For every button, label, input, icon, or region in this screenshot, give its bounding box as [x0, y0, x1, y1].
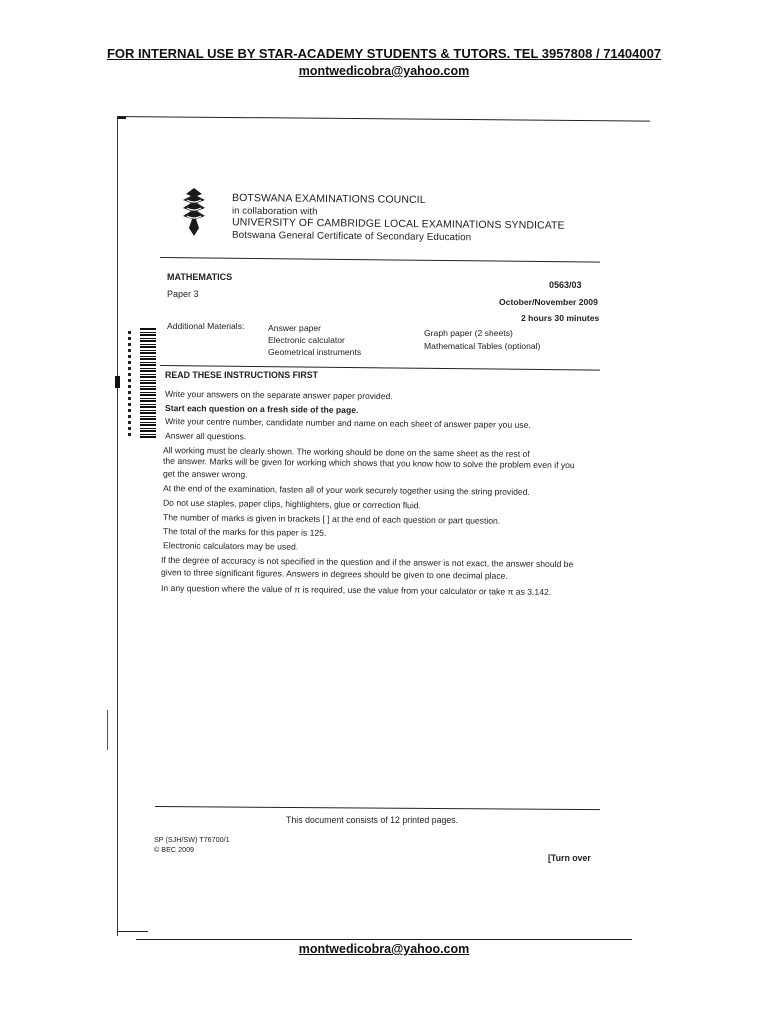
internal-use-header: FOR INTERNAL USE BY STAR-ACADEMY STUDENTS & TUTORS. TEL 3957808 / 71404007 — [106, 46, 662, 61]
paper-number: Paper 3 — [167, 289, 199, 299]
header-rule — [160, 257, 600, 263]
certificate-name: Botswana General Certificate of Secondary Education — [231, 229, 472, 244]
instruction-line: Do not use staples, paper clips, highlighters, glue or correction fluid. — [162, 497, 421, 511]
exam-session: October/November 2009 — [499, 297, 598, 307]
page-count-note: This document consists of 12 printed pages. — [286, 815, 459, 825]
scan-top-border — [118, 116, 650, 122]
scan-bottom-mark — [118, 931, 148, 932]
material-item: Answer paper — [268, 323, 322, 333]
paper-code: 0563/03 — [549, 280, 582, 290]
botswana-council-crest-icon — [175, 186, 213, 238]
material-item: Mathematical Tables (optional) — [424, 341, 541, 351]
footer-rule — [155, 806, 600, 810]
collab-line: in collaboration with — [231, 205, 318, 218]
instruction-line: The total of the marks for this paper is 125. — [162, 526, 327, 538]
copyright-notice: © BEC 2009 — [154, 845, 195, 854]
material-item: Geometrical instruments — [268, 347, 362, 357]
instruction-line: given to three significant figures. Answers in degrees should be given to one decimal place. — [160, 567, 508, 581]
subject-title: MATHEMATICS — [167, 272, 233, 282]
bottom-rule — [136, 939, 632, 940]
instruction-line: Write your answers on the separate answer paper provided. — [164, 388, 393, 402]
council-name: BOTSWANA EXAMINATIONS COUNCIL — [231, 191, 426, 207]
barcode-number — [128, 330, 131, 436]
exam-duration: 2 hours 30 minutes — [521, 313, 600, 323]
instruction-line: Answer all questions. — [164, 430, 247, 442]
document-reference: SP (SJH/SW) T76700/1 — [154, 835, 230, 844]
corner-mark — [118, 117, 126, 119]
syndicate-name: UNIVERSITY OF CAMBRIDGE LOCAL EXAMINATIONS SYNDICATE — [231, 216, 565, 232]
barcode — [140, 328, 156, 438]
instruction-line: the answer. Marks will be given for working which shows that you know how to solve the problem even if you — [162, 455, 575, 471]
material-item: Graph paper (2 sheets) — [424, 328, 513, 338]
instruction-line: Write your centre number, candidate number and name on each sheet of answer paper you use. — [164, 416, 531, 430]
registration-mark — [115, 376, 120, 388]
instruction-line: Electronic calculators may be used. — [162, 540, 299, 552]
instruction-line: In any question where the value of π is required, use the value from your calculator or take π as 3.142. — [160, 582, 552, 598]
footer-email[interactable]: montwedicobra@yahoo.com — [298, 942, 470, 956]
scan-left-border — [117, 116, 118, 936]
instruction-line: All working must be clearly shown. The working should be done on the same sheet as the rest of — [162, 445, 530, 459]
instructions-heading: READ THESE INSTRUCTIONS FIRST — [165, 370, 318, 380]
instruction-line: If the degree of accuracy is not specified in the question and if the answer is not exact, the answer should be — [160, 554, 574, 570]
margin-mark — [107, 710, 108, 750]
instruction-line: At the end of the examination, fasten all of your work securely together using the string provided. — [162, 483, 530, 497]
turn-over-label: [Turn over — [548, 853, 591, 863]
materials-label: Additional Materials: — [167, 321, 245, 331]
instruction-line: The number of marks is given in brackets [ ] at the end of each question or part question. — [162, 512, 501, 526]
instruction-line: get the answer wrong. — [162, 468, 248, 480]
header-email[interactable]: montwedicobra@yahoo.com — [298, 64, 470, 78]
instruction-line: Start each question on a fresh side of the page. — [164, 402, 359, 416]
material-item: Electronic calculator — [268, 335, 345, 345]
